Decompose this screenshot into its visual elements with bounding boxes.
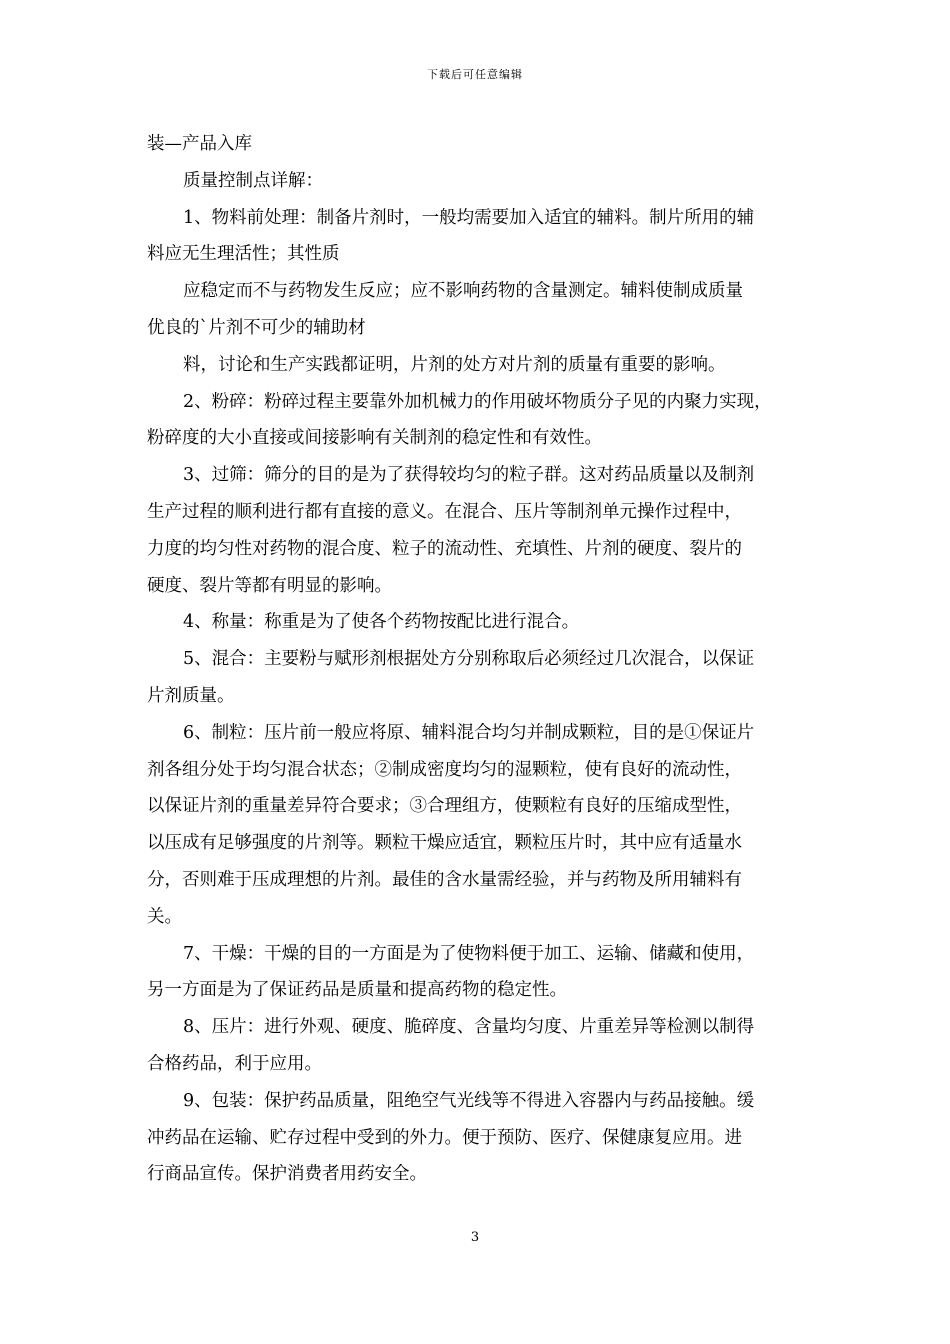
text-line: 8、压片：进行外观、硬度、脆碎度、含量均匀度、片重差异等检测以制得 [183,1017,755,1038]
text-line: 装—产品入库 [147,134,252,154]
text-line: 4、称量：称重是为了使各个药物按配比进行混合。 [183,612,580,633]
document-body [147,126,819,1193]
page-number: 3 [470,1230,480,1245]
text-line: 关。 [147,906,182,927]
text-line: 以保证片剂的重量差异符合要求；③合理组方，使颗粒有良好的压缩成型性， [147,796,742,817]
text-line: 生产过程的顺利进行都有直接的意义。在混合、压片等制剂单元操作过程中， [147,501,742,522]
text-line: 合格药品，利于应用。 [147,1053,322,1074]
text-line: 料应无生理活性；其性质 [147,244,340,265]
text-line: 行商品宣传。保护消费者用药安全。 [147,1164,427,1185]
text-line: 质量控制点详解： [183,170,323,191]
text-line: 另一方面是为了保证药品是质量和提高药物的稳定性。 [147,980,567,1001]
text-line: 5、混合：主要粉与赋形剂根据处方分别称取后必须经过几次混合，以保证 [183,649,755,670]
text-line: 粉碎度的大小直接或间接影响有关制剂的稳定性和有效性。 [147,428,602,449]
text-line: 应稳定而不与药物发生反应；应不影响药物的含量测定。辅料使制成质量 [183,281,743,302]
text-line: 7、干燥：干燥的目的一方面是为了使物料便于加工、运输、储藏和使用， [183,943,755,964]
text-line: 料，讨论和生产实践都证明，片剂的处方对片剂的质量有重要的影响。 [183,354,726,375]
text-line: 硬度、裂片等都有明显的影响。 [147,575,392,596]
text-line: 冲药品在运输、贮存过程中受到的外力。便于预防、医疗、保健康复应用。进 [147,1127,742,1148]
text-line: 6、制粒：压片前一般应将原、辅料混合均匀并制成颗粒，目的是①保证片 [183,722,755,743]
text-line: 以压成有足够强度的片剂等。颗粒干燥应适宜，颗粒压片时，其中应有适量水 [147,833,742,854]
text-line: 3、过筛：筛分的目的是为了获得较均匀的粒子群。这对药品质量以及制剂 [183,465,755,486]
text-line: 剂各组分处于均匀混合状态；②制成密度均匀的湿颗粒，使有良好的流动性， [147,759,742,780]
text-line: 力度的均匀性对药物的混合度、粒子的流动性、充填性、片剂的硬度、裂片的 [147,538,742,559]
text-line: 片剂质量。 [147,685,235,706]
text-line: 2、粉碎：粉碎过程主要靠外加机械力的作用破坏物质分子见的内聚力实现， [183,391,772,412]
page-header-note: 下载后可任意编辑 [427,68,523,81]
text-line: 9、包装：保护药品质量，阻绝空气光线等不得进入容器内与药品接触。缓 [183,1090,755,1111]
text-line: 优良的`片剂不可少的辅助材 [147,317,366,338]
text-line: 分，否则难于压成理想的片剂。最佳的含水量需经验，并与药物及所用辅料有 [147,869,742,890]
text-line: 1、物料前处理：制备片剂时，一般均需要加入适宜的辅料。制片所用的辅 [183,207,755,228]
